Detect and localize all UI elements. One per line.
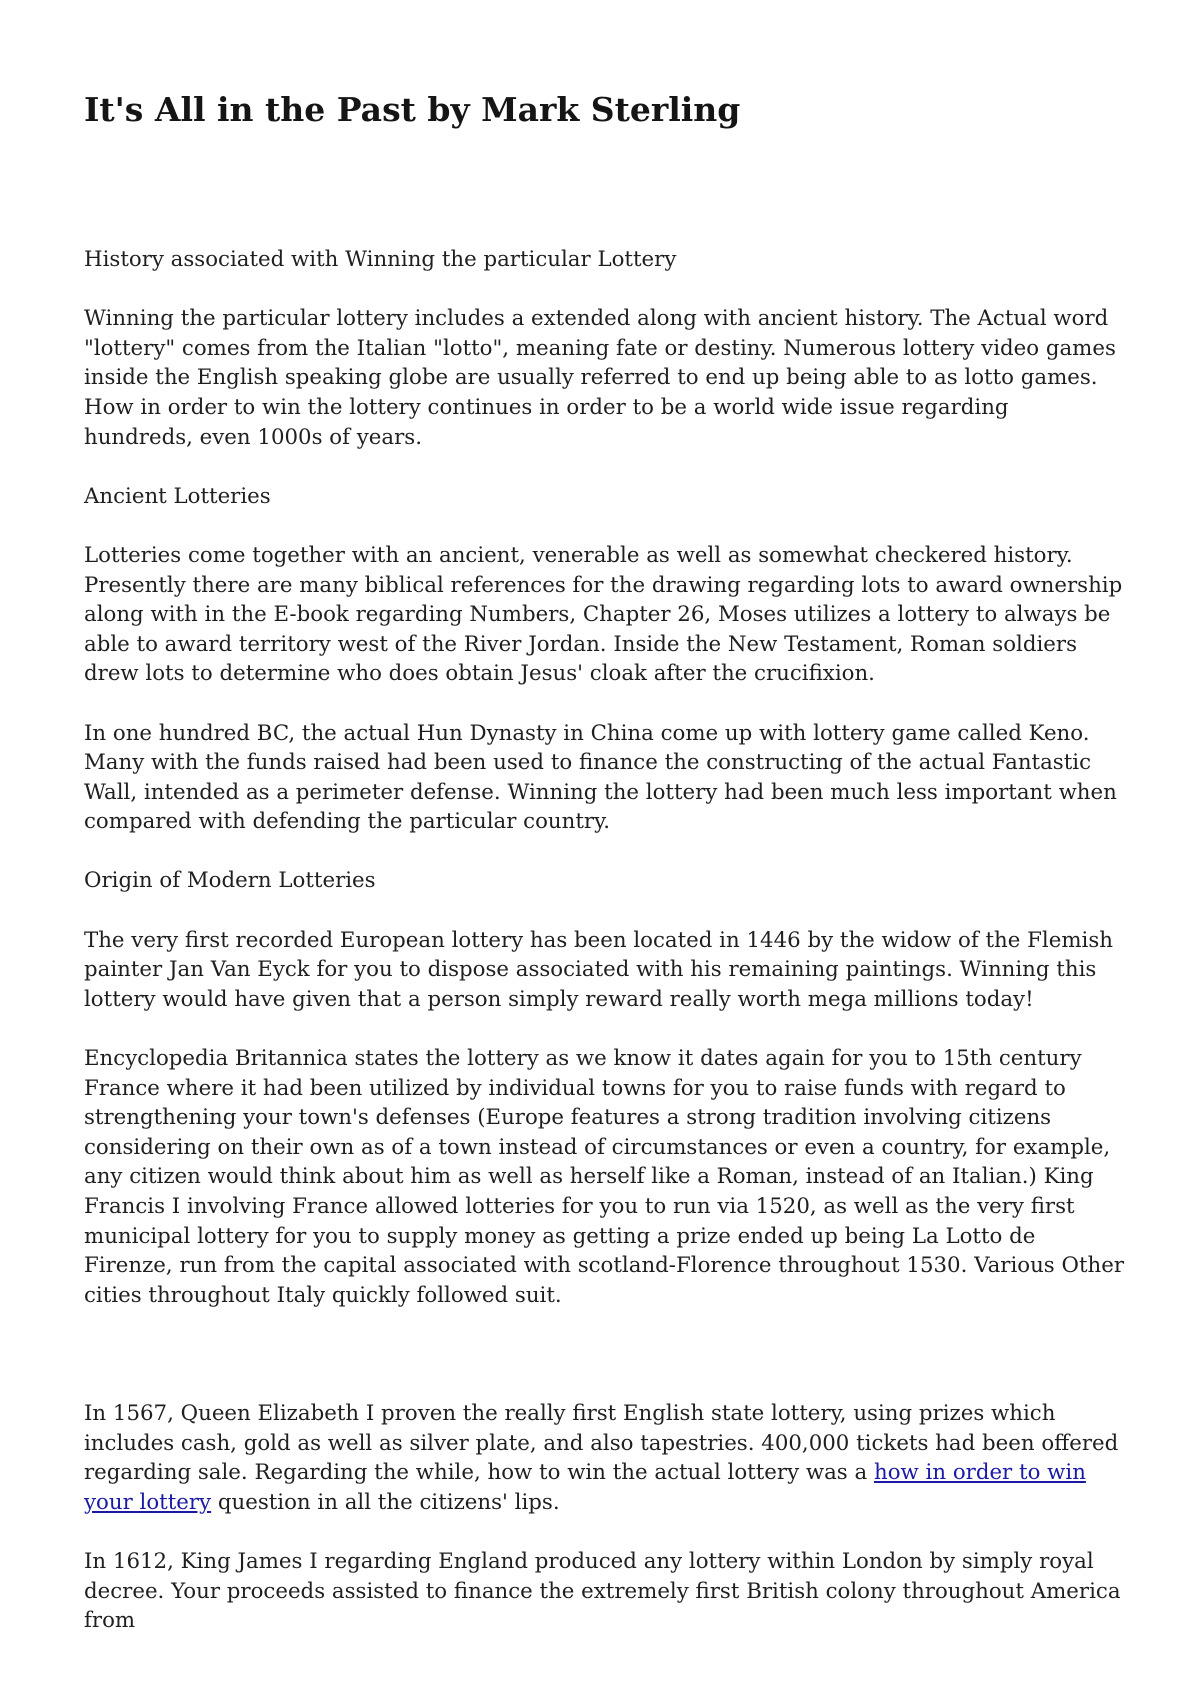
paragraph-james: In 1612, King James I regarding England produced any lottery within London by simply royal decree. Your proceeds assisted to finance the extremely first British colony throughout America from	[84, 1549, 1121, 1634]
paragraph-britannica: Encyclopedia Britannica states the lottery as we know it dates again for you to 15th century France where it had been utilized by individual towns for you to raise funds with regard to strengthening your town's defenses (Europe features a strong tradition involving citizens considering on their own as of a town instead of circumstances or even a country, for example, any citizen would think about him as well as herself like a Roman, instead of an Italian.) King Francis I involving France allowed lotteries for you to run via 1520, as well as the very first municipal lottery for you to supply money as getting a prize ended up being La Lotto de Firenze, run from the capital associated with scotland-Florence throughout 1530. Various Other cities throughout Italy quickly followed suit.	[84, 1046, 1125, 1308]
paragraph-elizabeth-text: In 1567, Queen Elizabeth I proven the really first English state lottery, using prizes which includes cash, gold as well as silver plate, and also tapestries. 400,000 tickets had been offered regarding sale. Regarding the while, how to win the actual lottery was a	[84, 1401, 1119, 1486]
paragraph-ancient-heading: Ancient Lotteries	[84, 483, 271, 509]
paragraph-elizabeth-tail: question in all the citizens' lips.	[211, 1489, 560, 1515]
paragraph-modern-heading: Origin of Modern Lotteries	[84, 868, 376, 894]
paragraph-history-heading: History associated with Winning the particular Lottery	[84, 247, 677, 272]
document-title: It's All in the Past by Mark Sterling	[84, 90, 741, 129]
lottery-link[interactable]: how in order to win your lottery	[84, 1460, 1086, 1515]
paragraph-elizabeth	[84, 1399, 1124, 1517]
paragraph-keno: In one hundred BC, the actual Hun Dynasty in China come up with lottery game called Keno. Many with the funds raised had been used to finance the constructing of the actual Fantastic Wall, intended as a perimeter defense. Winning the lottery had been much less important when compared with defending the particular country.	[84, 720, 1117, 835]
paragraph-van-eyck: The very first recorded European lottery has been located in 1446 by the widow of the Flemish painter Jan Van Eyck for you to dispose associated with his remaining paintings. Winning this lottery would have given that a person simply reward really worth mega millions today!	[84, 927, 1113, 1012]
paragraph-intro: Winning the particular lottery includes a extended along with ancient history. The Actual word "lottery" comes from the Italian "lotto", meaning fate or destiny. Numerous lottery video games inside the English speaking globe are usually referred to end up being able to as lotto games. How in order to win the lottery continues in order to be a world wide issue regarding hundreds, even 1000s of years.	[84, 306, 1116, 450]
document-body	[84, 245, 1124, 1666]
paragraph-biblical: Lotteries come together with an ancient, venerable as well as somewhat checkered history. Presently there are many biblical references for the drawing regarding lots to award ownership along with in the E-book regarding Numbers, Chapter 26, Moses utilizes a lottery to always be able to award territory west of the River Jordan. Inside the New Testament, Roman soldiers drew lots to determine who does obtain Jesus' cloak after the crucifixion.	[84, 542, 1123, 687]
